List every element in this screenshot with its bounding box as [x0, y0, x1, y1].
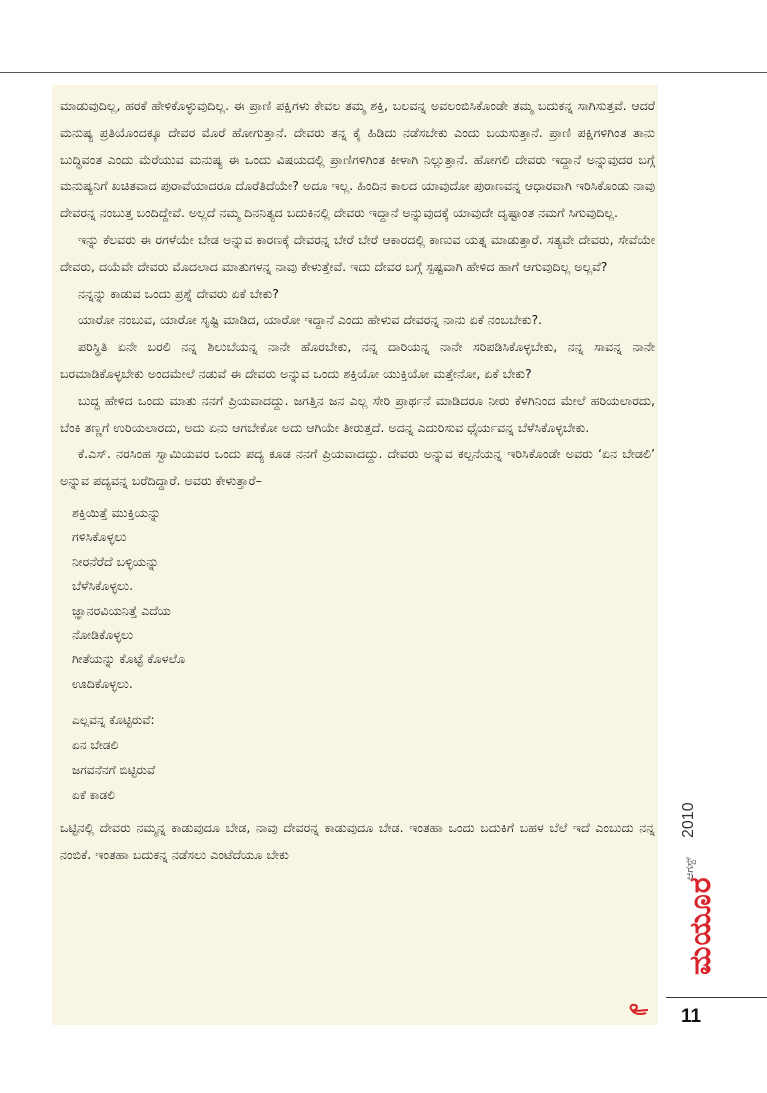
issue-year: 2010: [680, 802, 697, 838]
top-divider-line: [0, 72, 767, 73]
paragraph-7: ಕೆ.ಎಸ್. ನರಸಿಂಹ ಸ್ವಾಮಿಯವರ ಒಂದು ಪದ್ಯ ಕೂಡ ನನಗೆ ಪ್ರಿಯವಾದದ್ದು. ದೇವರು ಅನ್ನುವ ಕಲ್ಪನೆಯನ್ನ ಇರಿಸಿಕೊಂಡೇ ಅವರು ‘ಏನ ಬೇಡಲಿ’ ಅನ್ನುವ ಪದ್ಯವನ್ನ ಬರೆದಿದ್ದಾರೆ. ಅವರು ಕೇಳುತ್ತಾರೆ–: [60, 446, 655, 489]
page-number: 11: [681, 1006, 702, 1027]
paragraph-4: ಯಾರೋ ನಂಬುವ, ಯಾರೋ ಸೃಷ್ಟಿ ಮಾಡಿದ, ಯಾರೋ ಇದ್ದಾನೆ ಎಂದು ಹೇಳುವ ದೇವರನ್ನ ನಾನು ಏಕೆ ನಂಬಬೇಕು?.: [78, 312, 543, 328]
poem-line: ನೀರನೆರೆದೆ ಬಳ್ಳಿಯನ್ನು: [72, 553, 159, 569]
issue-month: ಆಗಸ್ಟ್: [683, 856, 696, 880]
poem-line: ಏನ ಬೇಡಲಿ: [72, 738, 119, 752]
article-text-panel: [52, 85, 658, 1025]
poem-line: ಎಲ್ಲವನ್ನ ಕೊಟ್ಟಿರುವೆ:: [72, 713, 155, 728]
page-number-divider: [666, 997, 767, 998]
poem-line: ಜ್ಞಾನರವಿಯನಿತ್ತೆ ಎದೆಯ: [72, 602, 171, 618]
paragraph-6: ಬುದ್ಧ ಹೇಳಿದ ಒಂದು ಮಾತು ನನಗೆ ಪ್ರಿಯವಾದದ್ದು. ಜಗತ್ತಿನ ಜನ ಎಲ್ಲ ಸೇರಿ ಪ್ರಾರ್ಥನೆ ಮಾಡಿದರೂ ನೀರು ಕೆಳಗಿನಿಂದ ಮೇಲೆ ಹರಿಯಲಾರದು, ಬೆಂಕಿ ತಣ್ಣಗೆ ಉರಿಯಲಾರದು, ಅದು ಏನು ಆಗಬೇಕೋ ಅದು ಆಗಿಯೇ ತೀರುತ್ತದೆ. ಅದನ್ನ ಎದುರಿಸುವ ಧೈರ್ಯವನ್ನ ಬೆಳೆಸಿಕೊಳ್ಳಬೇಕು.: [60, 392, 655, 435]
magazine-logo: ಮಯೂರ: [683, 876, 718, 975]
swirl-end-mark-icon: [628, 1002, 650, 1018]
closing-paragraph: ಒಟ್ಟಿನಲ್ಲಿ ದೇವರು ನಮ್ಮನ್ನ ಕಾಡುವುದೂ ಬೇಡ, ನಾವು ದೇವರನ್ನ ಕಾಡುವುದೂ ಬೇಡ. ಇಂತಹಾ ಒಂದು ಬದುಕಿಗೆ ಬಹಳ ಬೆಲೆ ಇದೆ ಎಂಬುದು ನನ್ನ ನಂಬಿಕೆ. ಇಂತಹಾ ಬದುಕನ್ನ ನಡೆಸಲು ಎಂಟೆದೆಯೂ ಬೇಕು: [60, 820, 655, 863]
paragraph-1: ಮಾಡುವುದಿಲ್ಲ, ಹರಕೆ ಹೇಳಿಕೊಳ್ಳುವುದಿಲ್ಲ. ಈ ಪ್ರಾಣಿ ಪಕ್ಷಿಗಳು ಕೇವಲ ತಮ್ಮ ಶಕ್ತಿ, ಬಲವನ್ನ ಅವಲಂಬಿಸಿಕೊಂಡೇ ತಮ್ಮ ಬದುಕನ್ನ ಸಾಗಿಸುತ್ತವೆ. ಆದರೆ ಮನುಷ್ಯ ಪ್ರತಿಯೊಂದಕ್ಕೂ ದೇವರ ಮೊರೆ ಹೋಗುತ್ತಾನೆ. ದೇವರು ತನ್ನ ಕೈ ಹಿಡಿದು ನಡೆಸಬೇಕು ಎಂದು ಬಯಸುತ್ತಾನೆ. ಪ್ರಾಣಿ ಪಕ್ಷಿಗಳಿಗಿಂತ ತಾನು ಬುದ್ಧಿವಂತ ಎಂದು ಮೆರೆಯುವ ಮನುಷ್ಯ ಈ ಒಂದು ವಿಷಯದಲ್ಲಿ ಪ್ರಾಣಿಗಳಿಗಿಂತ ಕೀಳಾಗಿ ನಿಲ್ಲುತ್ತಾನೆ. ಹೋಗಲಿ ದೇವರು ಇದ್ದಾನೆ ಅನ್ನುವುದರ ಬಗ್ಗೆ ಮನುಷ್ಯನಿಗೆ ಖಚಿತವಾದ ಪುರಾವೆಯಾದರೂ ದೊರೆತಿದೆಯೇ? ಅದೂ ಇಲ್ಲ. ಹಿಂದಿನ ಕಾಲದ ಯಾವುದೋ ಪುರಾಣವನ್ನ ಆಧಾರವಾಗಿ ಇರಿಸಿಕೊಂಡು ನಾವು ದೇವರನ್ನ ನಂಬುತ್ತ ಬಂದಿದ್ದೇವೆ. ಅಲ್ಲದೆ ನಮ್ಮ ದಿನನಿತ್ಯದ ಬದುಕಿನಲ್ಲಿ ದೇವರು ಇದ್ದಾನೆ ಅನ್ನುವುದಕ್ಕೆ ಯಾವುದೇ ದೃಷ್ಟಾಂತ ನಮಗೆ ಸಿಗುವುದಿಲ್ಲ.: [60, 98, 655, 221]
poem-line: ಗಳಿಸಿಕೊಳ್ಳಲು: [72, 529, 127, 545]
poem-line: ಏಕೆ ಕಾಡಲಿ: [72, 787, 116, 802]
poem-line: ಊದಿಕೊಳ್ಳಲು.: [72, 675, 133, 691]
paragraph-3: ನನ್ನನ್ನು ಕಾಡುವ ಒಂದು ಪ್ರಶ್ನೆ ದೇವರು ಏಕೆ ಬೇಕು?: [78, 285, 279, 301]
paragraph-5: ಪರಿಸ್ಥಿತಿ ಏನೇ ಬರಲಿ ನನ್ನ ಶಿಲುಬೆಯನ್ನ ನಾನೇ ಹೊರಬೇಕು, ನನ್ನ ದಾರಿಯನ್ನ ನಾನೇ ಸರಿಪಡಿಸಿಕೊಳ್ಳಬೇಕು, ನನ್ನ ಸಾವನ್ನ ನಾನೇ ಬರಮಾಡಿಕೊಳ್ಳಬೇಕು ಅಂದಮೇಲೆ ನಡುವೆ ಈ ದೇವರು ಅನ್ನುವ ಒಂದು ಶಕ್ತಿಯೋ ಯುಕ್ತಿಯೋ ಮತ್ತೇನೋ, ಏಕೆ ಬೇಕು?: [60, 339, 655, 381]
article-body: [60, 93, 655, 869]
poem-line: ಜಗವನೆನಗೆ ಬಿಟ್ಟಿರುವೆ: [72, 762, 156, 777]
poem-line: ಬೆಳೆಸಿಕೊಳ್ಳಲು.: [72, 578, 134, 594]
poem-stanza-1: [72, 501, 655, 696]
poem-stanza-2: [72, 708, 655, 807]
poem-line: ಗೀತೆಯನ್ನು ಕೊಟ್ಟೆ ಕೊಳಲೊ: [72, 651, 186, 667]
paragraph-2: ಇನ್ನು ಕೆಲವರು ಈ ರಗಳೆಯೇ ಬೇಡ ಅನ್ನುವ ಕಾರಣಕ್ಕೆ ದೇವರನ್ನ ಬೇರೆ ಬೇರೆ ಆಕಾರದಲ್ಲಿ ಕಾಣುವ ಯತ್ನ ಮಾಡುತ್ತಾರೆ. ಸತ್ಯವೇ ದೇವರು, ಸೇವೆಯೇ ದೇವರು, ದಯೆವೇ ದೇವರು ಮೊದಲಾದ ಮಾತುಗಳನ್ನ ನಾವು ಕೇಳುತ್ತೇವೆ. ಇದು ದೇವರ ಬಗ್ಗೆ ಸ್ಪಷ್ಟವಾಗಿ ಹೇಳಿದ ಹಾಗೆ ಆಗುವುದಿಲ್ಲ ಅಲ್ಲವೆ?: [60, 231, 655, 274]
poem-line: ನೋಡಿಕೊಳ್ಳಲು: [72, 626, 134, 642]
poem-line: ಶಕ್ತಿಯಿತ್ತೆ ಮುಕ್ತಿಯನ್ನು: [72, 504, 161, 520]
